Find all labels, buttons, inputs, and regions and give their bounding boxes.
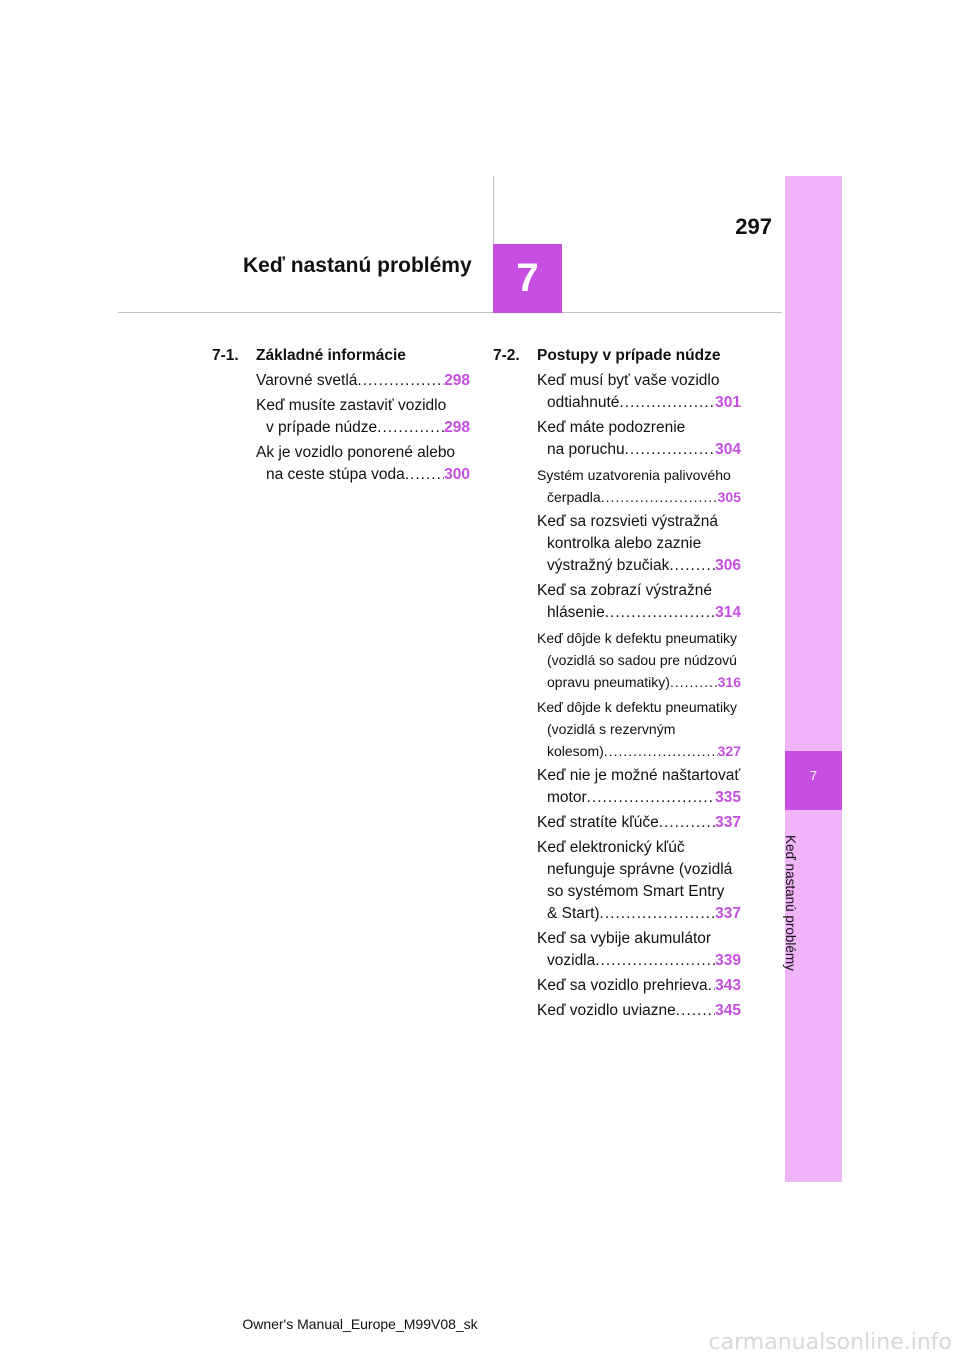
toc-entry-leader-row [537,555,741,577]
page-link[interactable]: 298 [444,419,470,436]
toc-entry[interactable] [537,580,741,624]
dot-leader [604,740,718,762]
page-link[interactable]: 339 [715,952,741,969]
page-link[interactable]: 327 [717,743,741,759]
page-number: 297 [735,214,772,239]
toc-entry[interactable] [256,442,470,486]
toc-entry-line: motor [547,789,587,806]
toc-entry-line: Keď máte podozrenie [537,419,686,436]
toc-entry-leader-row [537,486,741,508]
toc-entry-line: Keď sa zobrazí výstražné [537,582,712,599]
toc-entry-line: (vozidlá s rezervným [547,721,676,737]
toc-entry[interactable] [256,395,470,439]
section-title: Základné informácie [256,347,406,364]
dot-leader [708,975,715,997]
page-link[interactable]: 343 [715,977,741,994]
header-divider-vertical [493,176,494,244]
dot-leader [377,417,444,439]
toc-entry-line: Keď nie je možné naštartovať [537,767,741,784]
toc-entry-line: Keď musí byť vaše vozidlo [537,372,720,389]
toc-entry-line: kontrolka alebo zaznie [547,535,702,552]
toc-entry-line: Keď sa rozsvieti výstražná [537,513,718,530]
toc-entry-leader-row [256,464,470,486]
toc-entry-line: odtiahnuté [547,394,620,411]
toc-entry-line: výstražný bzučiak [547,557,670,574]
toc-entry-leader-row [537,903,741,925]
toc-entry-line: (vozidlá so sadou pre núdzovú [547,652,737,668]
toc-entry-leader-row [537,787,741,809]
section-heading [493,345,741,367]
dot-leader [605,602,715,624]
toc-entry-line: v prípade núdze [266,419,378,436]
dot-leader [595,950,715,972]
toc-entry-line: kolesom) [547,743,604,759]
chapter-number-badge: 7 [493,244,562,313]
toc-entry-leader-row [537,975,741,997]
toc-column-left [212,345,470,489]
toc-entry[interactable] [537,928,741,972]
page-link[interactable]: 314 [715,604,741,621]
side-chapter-tab [785,176,842,1182]
page-link[interactable]: 335 [715,789,741,806]
dot-leader [601,486,718,508]
toc-entry-line: Keď vozidlo uviazne [537,1002,676,1019]
side-tab-label-wrap [770,820,830,980]
toc-entry-line: Keď sa vybije akumulátor [537,930,712,947]
toc-entry-line: Keď musíte zastaviť vozidlo [256,397,447,414]
toc-entry-leader-row [537,602,741,624]
page-link[interactable]: 300 [444,466,470,483]
toc-entry[interactable] [256,370,470,392]
toc-entry[interactable] [537,1000,741,1022]
toc-entry[interactable] [537,627,741,693]
toc-entry[interactable] [537,765,741,809]
toc-entry[interactable] [537,975,741,997]
toc-entry-line: čerpadla [547,489,601,505]
toc-entry-leader-row [537,812,741,834]
toc-column-right [493,345,741,1025]
dot-leader [600,903,716,925]
section-number: 7-1. [212,347,239,364]
toc-entry[interactable] [537,417,741,461]
dot-leader [625,439,716,461]
watermark: carmanualsonline.info [708,1330,952,1355]
dot-leader [587,787,716,809]
toc-entry-leader-row [537,1000,741,1022]
toc-entry-leader-row [537,950,741,972]
dot-leader [619,392,715,414]
dot-leader [357,370,444,392]
toc-entry-leader-row [537,671,741,693]
toc-entry-line: Keď stratíte kľúče [537,814,659,831]
side-tab-label: Keď nastanú problémy [783,835,798,971]
toc-entry-line: Keď dôjde k defektu pneumatiky [537,630,738,646]
toc-entry-line: Ak je vozidlo ponorené alebo [256,444,456,461]
toc-entry-line: opravu pneumatiky) [547,674,670,690]
page-link[interactable]: 337 [715,814,741,831]
page-link[interactable]: 306 [715,557,741,574]
toc-entry[interactable] [537,812,741,834]
footer-doc-id: Owner's Manual_Europe_M99V08_sk [242,1316,478,1332]
toc-entry[interactable] [537,464,741,508]
page-link[interactable]: 345 [715,1002,741,1019]
toc-entry-leader-row [256,417,470,439]
toc-entry-leader-row [256,370,470,392]
toc-entry-leader-row [537,740,741,762]
toc-entry-line: na poruchu [547,441,625,458]
page-link[interactable]: 337 [715,905,741,922]
toc-entry-line: Keď elektronický kľúč [537,839,685,856]
page-link[interactable]: 304 [715,441,741,458]
toc-entry[interactable] [537,837,741,925]
dot-leader [669,555,715,577]
toc-entry-line: na ceste stúpa voda [266,466,405,483]
toc-entry[interactable] [537,696,741,762]
page-link[interactable]: 316 [717,674,741,690]
section-title: Postupy v prípade núdze [537,347,721,364]
page-link[interactable]: 298 [444,372,470,389]
page-link[interactable]: 301 [715,394,741,411]
header-divider-horizontal [118,312,782,313]
toc-entry-line: Keď sa vozidlo prehrieva [537,977,708,994]
toc-entry-line: Keď dôjde k defektu pneumatiky [537,699,738,715]
dot-leader [670,671,718,693]
toc-entry-line: hlásenie [547,604,605,621]
section-heading [212,345,470,367]
toc-entry[interactable] [537,370,741,414]
side-tab-number: 7 [785,751,842,810]
toc-entry-leader-row [537,439,741,461]
dot-leader [405,464,444,486]
dot-leader [659,812,715,834]
toc-entry-line: so systémom Smart Entry [547,883,725,900]
toc-entry-line: nefunguje správne (vozidlá [547,861,733,878]
toc-entry-line: vozidla [547,952,596,969]
section-number: 7-2. [493,347,520,364]
toc-entry[interactable] [537,511,741,577]
dot-leader [676,1000,715,1022]
chapter-title: Keď nastanú problémy [243,254,472,277]
page-link[interactable]: 305 [717,489,741,505]
toc-entry-line: Varovné svetlá [256,372,358,389]
toc-entry-line: Systém uzatvorenia palivového [537,467,731,483]
toc-entry-leader-row [537,392,741,414]
toc-entry-line: & Start) [547,905,600,922]
